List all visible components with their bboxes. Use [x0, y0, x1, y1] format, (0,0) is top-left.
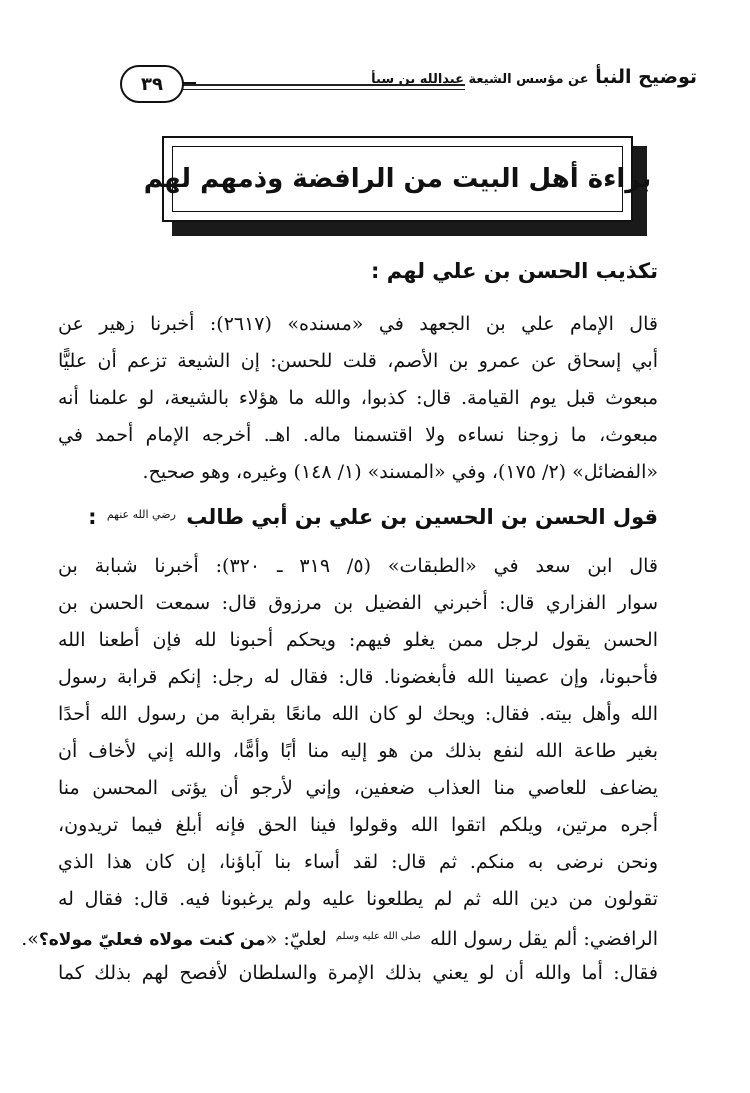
section-heading-1 [371, 259, 658, 283]
book-title-main: توضيح النبأ [595, 66, 697, 88]
chapter-title-box [143, 136, 652, 222]
book-title-subtitle: عن مؤسس الشيعة عبدالله بن سبأ [371, 72, 589, 87]
quote-line-after: ». [21, 928, 39, 950]
paragraph-2 [21, 548, 658, 992]
paragraph-line: فأحبونا، وإن عصينا الله فأبغضونا. قال: فقال له رجل: إنكم قرابة رسول [58, 666, 658, 688]
chapter-title-inner-frame [143, 146, 652, 212]
paragraph-line: أجره مرتين، ويلكم اتقوا الله وقولوا فينا الحق فإنه أبلغ فيما تريدون، [58, 814, 658, 836]
section-heading-2-text: قول الحسن بن الحسين بن علي بن أبي طالب [186, 505, 658, 529]
page-number-text: ٣٩ [141, 73, 163, 95]
paragraph-line: قال الإمام علي بن الجعهد في «مسنده» (٢٦١٧): أخبرنا زهير عن [58, 313, 658, 335]
paragraph-line: «الفضائل» (٢/ ١٧٥)، وفي «المسند» (١/ ١٤٨) وغيره، وهو صحيح. [142, 461, 658, 483]
quote-line-middle: لعليّ: « [265, 928, 327, 950]
running-header [112, 62, 697, 106]
quote-line-before: الرافضي: ألم يقل رسول الله [429, 928, 658, 950]
page-number [120, 65, 184, 103]
paragraph-1 [58, 306, 658, 491]
paragraph-line: الحسن يقول لرجل ممن يغلو فيهم: ويحكم أحبونا لله فإن أطعنا الله [58, 629, 658, 651]
chapter-title: براءة أهل البيت من الرافضة وذمهم لهم [143, 164, 652, 194]
paragraph-line: قال ابن سعد في «الطبقات» (٥/ ٣١٩ ـ ٣٢٠): أخبرنا شبابة بن [58, 555, 658, 577]
paragraph-line: يضاعف للعاصي منا العذاب ضعفين، وإني لأرجو أن يؤتى المحسن منا [58, 777, 658, 799]
section-heading-2 [88, 505, 658, 529]
honorific-mark: صلى الله عليه وسلم [335, 931, 421, 942]
quote-line [21, 918, 658, 955]
section-heading-2-suffix: : [88, 505, 97, 529]
paragraph-line: أبي إسحاق عن عمرو بن الأصم، قلت للحسن: إن الشيعة تزعم أن عليًّا [58, 350, 658, 372]
paragraph-line: الله وأهل بيته. فقال: ويحك لو كان الله مانعًا بقرابة من رسول الله أحدًا [58, 703, 658, 725]
paragraph-line: مبعوث قبل يوم القيامة. قال: كذبوا، والله ما هؤلاء بالشيعة، لو علمنا أنه [58, 387, 658, 409]
header-rule [170, 84, 465, 86]
paragraph-line: مبعوث، ما زوجنا نساءه ولا اقتسمنا ماله. اهـ. أخرجه الإمام أحمد في [58, 424, 658, 446]
honorific-mark: رضي الله عنهم [106, 508, 176, 521]
hadith-quote: من كنت مولاه فعليّ مولاه؟ [38, 930, 266, 950]
paragraph-line: سوار الفزاري قال: أخبرني الفضيل بن مرزوق قال: سمعت الحسن بن [58, 592, 658, 614]
paragraph-line: ونحن نرضى به منكم. ثم قال: لقد أساء بنا آباؤنا، إن كان هذا الذي [58, 851, 658, 873]
paragraph-line: تقولون من دين الله ثم لم يطلعونا عليه ولم يرغبونا فيه. قال: فقال له [58, 888, 658, 910]
header-rule-thin [170, 89, 465, 90]
paragraph-line: بغير طاعة الله لنفع بذلك من هو إليه منا أبًا وأمًّا، والله إني لأخاف أن [58, 740, 658, 762]
section-heading-1-text: تكذيب الحسن بن علي لهم : [371, 259, 658, 283]
paragraph-line: فقال: أما والله أن لو يعني بذلك الإمرة والسلطان لأفصح لهم بذلك كما [58, 962, 658, 984]
